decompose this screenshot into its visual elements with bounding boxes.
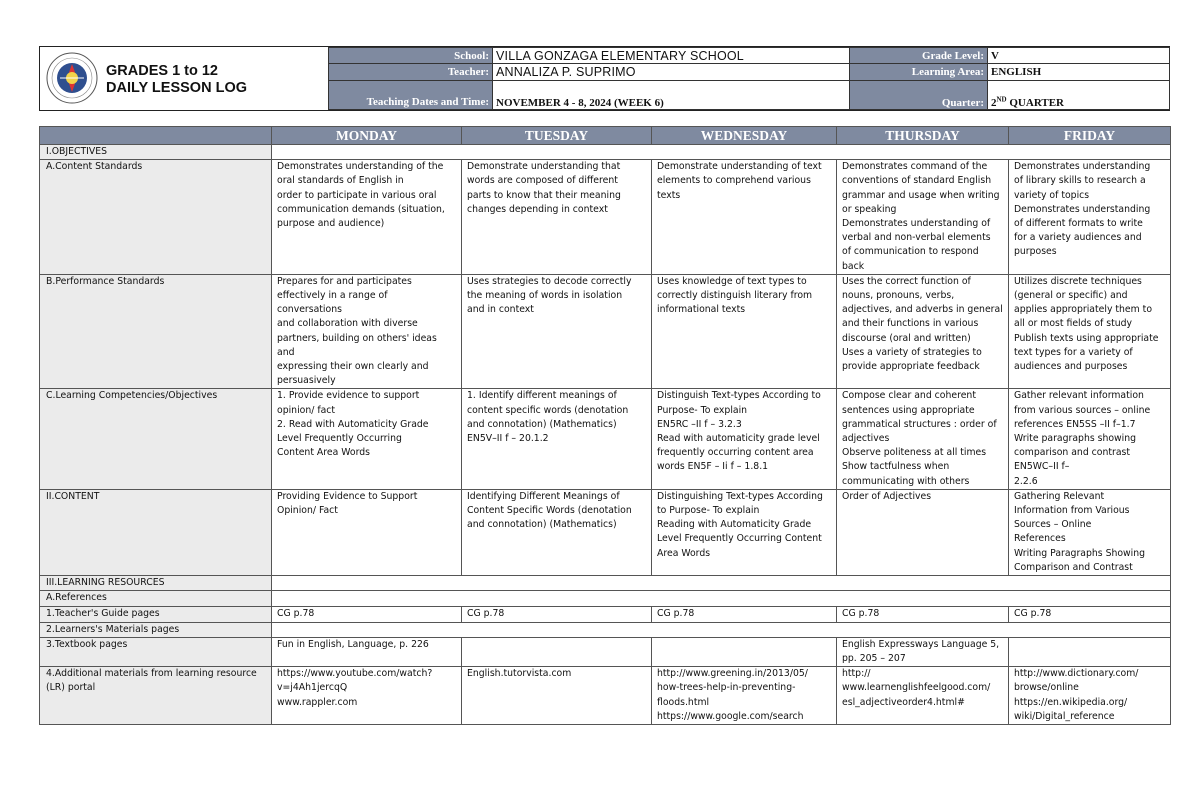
cell-thursday: Compose clear and coherent sentences using appropriate grammatical structures : order of adjectives Observe politeness at all times Show tactfulness when communicating with others xyxy=(837,389,1009,489)
cell-monday: Fun in English, Language, p. 226 xyxy=(272,637,462,666)
table-row xyxy=(40,145,1171,160)
cell-tuesday: Uses strategies to decode correctly the meaning of words in isolation and in context xyxy=(462,274,652,389)
cell-thursday: Order of Adjectives xyxy=(837,489,1009,575)
teacher-value: ANNALIZA P. SUPRIMO xyxy=(493,64,850,80)
row-label: A.Content Standards xyxy=(40,160,272,275)
table-row xyxy=(40,667,1171,725)
lesson-log-body xyxy=(40,145,1171,725)
header-info-grid xyxy=(328,47,1170,110)
day-header-friday: FRIDAY xyxy=(1009,127,1171,145)
day-header-monday: MONDAY xyxy=(272,127,462,145)
lesson-log-table xyxy=(39,126,1171,725)
cell-tuesday: English.tutorvista.com xyxy=(462,667,652,725)
teaching-dates-label: Teaching Dates and Time: xyxy=(329,80,493,110)
table-row xyxy=(40,591,1171,606)
cell-monday: 1. Provide evidence to support opinion/ fact 2. Read with Automaticity Grade Level Frequently Occurring Content Area Words xyxy=(272,389,462,489)
cell-wednesday: Demonstrate understanding of text elements to comprehend various texts xyxy=(652,160,837,275)
cell-wednesday: Uses knowledge of text types to correctly distinguish literary from informational texts xyxy=(652,274,837,389)
row-label: 1.Teacher's Guide pages xyxy=(40,606,272,622)
cell-thursday: Uses the correct function of nouns, pronouns, verbs, adjectives, and adverbs in general and their functions in various discourse (oral and written) Uses a variety of strategies to provide appropriate feedback xyxy=(837,274,1009,389)
table-row xyxy=(40,489,1171,575)
school-value: VILLA GONZAGA ELEMENTARY SCHOOL xyxy=(493,48,850,64)
cell-wednesday xyxy=(652,637,837,666)
cell-wednesday: Distinguish Text-types According to Purpose- To explain EN5RC –II f – 3.2.3 Read with automaticity grade level frequently occurring content area words EN5F – Ii f – 1.8.1 xyxy=(652,389,837,489)
teaching-dates-value: NOVEMBER 4 - 8, 2024 (WEEK 6) xyxy=(493,80,850,110)
learning-area-label: Learning Area: xyxy=(850,64,988,80)
cell-wednesday: CG p.78 xyxy=(652,606,837,622)
cell-wednesday: Distinguishing Text-types According to Purpose- To explain Reading with Automaticity Grade Level Frequently Occurring Content Area Words xyxy=(652,489,837,575)
cell-friday: Utilizes discrete techniques (general or specific) and applies appropriately them to all or most fields of study Publish texts using appropriate text types for a variety of audiences and purposes xyxy=(1009,274,1171,389)
cell-tuesday: Identifying Different Meanings of Content Specific Words (denotation and connotation) (Mathematics) xyxy=(462,489,652,575)
row-label: 3.Textbook pages xyxy=(40,637,272,666)
row-label: A.References xyxy=(40,591,272,606)
row-label: C.Learning Competencies/Objectives xyxy=(40,389,272,489)
cell-monday: Prepares for and participates effectively in a range of conversations and collaboration with diverse partners, building on others' ideas and expressing their own clearly and persuasively xyxy=(272,274,462,389)
document-title xyxy=(106,63,247,97)
cell-thursday: CG p.78 xyxy=(837,606,1009,622)
section-span-cell xyxy=(272,622,1171,637)
table-row xyxy=(40,160,1171,275)
cell-tuesday xyxy=(462,637,652,666)
table-row xyxy=(40,606,1171,622)
quarter-label: Quarter: xyxy=(850,80,988,110)
row-label: 2.Learners's Materials pages xyxy=(40,622,272,637)
table-row xyxy=(40,622,1171,637)
deped-seal-icon xyxy=(46,52,98,104)
day-header-row xyxy=(40,127,1171,145)
table-row xyxy=(40,274,1171,389)
section-span-cell xyxy=(272,591,1171,606)
day-header-wednesday: WEDNESDAY xyxy=(652,127,837,145)
section-span-cell xyxy=(272,576,1171,591)
title-line-1: GRADES 1 to 12 xyxy=(106,63,218,79)
row-label: I.OBJECTIVES xyxy=(40,145,272,160)
cell-wednesday: http://www.greening.in/2013/05/ how-trees-help-in-preventing- floods.html https://www.google.com/search xyxy=(652,667,837,725)
school-label: School: xyxy=(329,48,493,64)
table-row xyxy=(40,637,1171,666)
table-row xyxy=(40,389,1171,489)
table-row xyxy=(40,576,1171,591)
day-header-thursday: THURSDAY xyxy=(837,127,1009,145)
row-label: 4.Additional materials from learning resource (LR) portal xyxy=(40,667,272,725)
cell-friday: Demonstrates understanding of library skills to research a variety of topics Demonstrates understanding of different formats to write for a variety audiences and purposes xyxy=(1009,160,1171,275)
cell-tuesday: 1. Identify different meanings of content specific words (denotation and connotation) (Mathematics) EN5V–II f – 20.1.2 xyxy=(462,389,652,489)
quarter-text: 2ND QUARTER xyxy=(991,95,1064,109)
lesson-log-header xyxy=(39,46,1170,111)
cell-friday xyxy=(1009,637,1171,666)
title-block xyxy=(40,47,328,110)
section-span-cell xyxy=(272,145,1171,160)
row-label: B.Performance Standards xyxy=(40,274,272,389)
cell-friday: CG p.78 xyxy=(1009,606,1171,622)
cell-friday: Gather relevant information from various sources – online references EN5SS –II f–1.7 Write paragraphs showing comparison and contrast EN5WC–II f– 2.2.6 xyxy=(1009,389,1171,489)
cell-thursday: http:// www.learnenglishfeelgood.com/ esl_adjectiveorder4.html# xyxy=(837,667,1009,725)
corner-cell xyxy=(40,127,272,145)
cell-monday: CG p.78 xyxy=(272,606,462,622)
learning-area-value: ENGLISH xyxy=(988,64,1170,80)
cell-monday: https://www.youtube.com/watch? v=j4Ah1jercqQ www.rappler.com xyxy=(272,667,462,725)
grade-level-label: Grade Level: xyxy=(850,48,988,64)
day-header-tuesday: TUESDAY xyxy=(462,127,652,145)
grade-level-value: V xyxy=(988,48,1170,64)
row-label: II.CONTENT xyxy=(40,489,272,575)
title-line-2: DAILY LESSON LOG xyxy=(106,80,247,96)
teacher-label: Teacher: xyxy=(329,64,493,80)
cell-friday: http://www.dictionary.com/ browse/online https://en.wikipedia.org/ wiki/Digital_reference xyxy=(1009,667,1171,725)
cell-friday: Gathering Relevant Information from Various Sources – Online References Writing Paragraphs Showing Comparison and Contrast xyxy=(1009,489,1171,575)
cell-monday: Providing Evidence to Support Opinion/ Fact xyxy=(272,489,462,575)
cell-thursday: English Expressways Language 5, pp. 205 – 207 xyxy=(837,637,1009,666)
row-label: III.LEARNING RESOURCES xyxy=(40,576,272,591)
cell-tuesday: Demonstrate understanding that words are composed of different parts to know that their meaning changes depending in context xyxy=(462,160,652,275)
cell-thursday: Demonstrates command of the conventions of standard English grammar and usage when writing or speaking Demonstrates understanding of verbal and non-verbal elements of communication to respond back xyxy=(837,160,1009,275)
cell-monday: Demonstrates understanding of the oral standards of English in order to participate in various oral communication demands (situation, purpose and audience) xyxy=(272,160,462,275)
cell-tuesday: CG p.78 xyxy=(462,606,652,622)
quarter-value xyxy=(988,80,1170,110)
